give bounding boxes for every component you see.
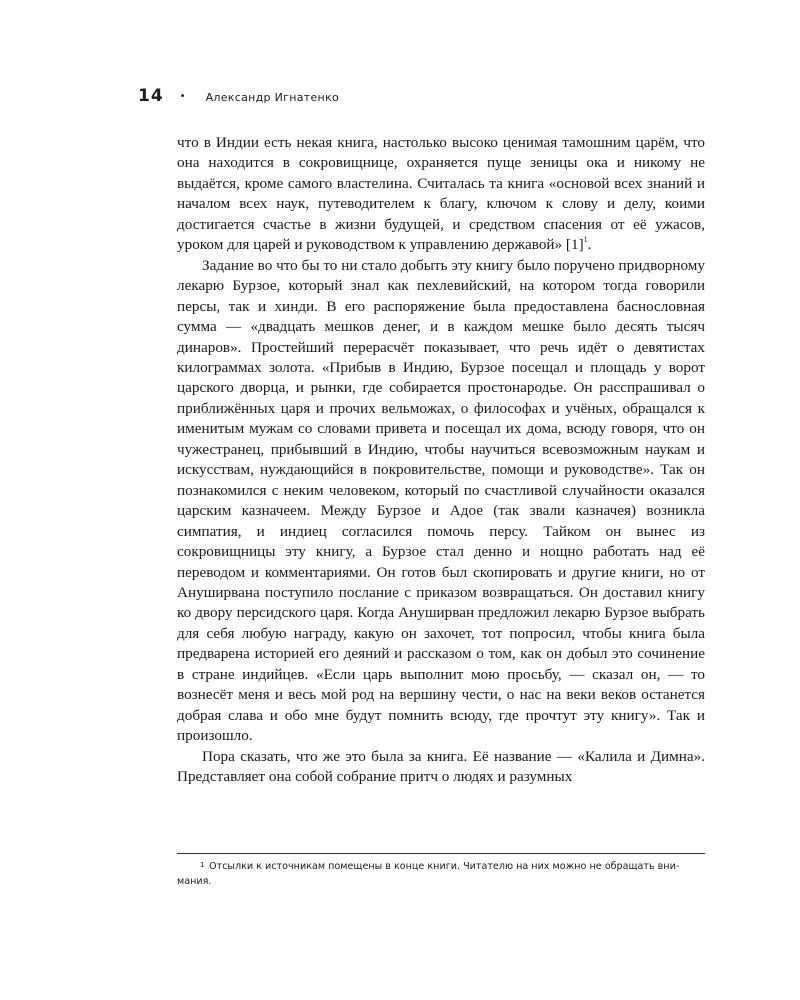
footnote-mark: 1 (200, 861, 205, 869)
header-bullet: • (179, 91, 186, 102)
running-head (138, 86, 339, 106)
paragraph-3: Пора сказать, что же это была за книга. Её название — «Калила и Димна». Представляет она собой собрание притч о людях и разумных (177, 747, 705, 786)
main-text (177, 133, 705, 788)
footnote-reference[interactable]: 1 (583, 235, 588, 245)
paragraph-1 (177, 133, 705, 256)
page-number: 14 (138, 86, 164, 106)
footnote-divider (177, 853, 705, 854)
footnote-text-line-2: мания. (177, 875, 212, 887)
paragraph-1-end: . (587, 236, 592, 254)
footnote (177, 860, 705, 889)
author-name: Александр Игнатенко (205, 91, 339, 104)
footnote-text-line-1: Отсылки к источникам помещены в конце книги. Читателю на них можно не обращать вни- (209, 861, 680, 872)
paragraph-1-text: что в Индии есть некая книга, настолько высоко ценимая тамошним царём, что она находится в сокровищнице, охраняется пуще зеницы ока и никому не выдаётся, кроме самого властелина. Считалась та книга «основой всех знаний и началом всех наук, путеводителем к благу, ключом к слову и делу, коими достигается счастье в жизни будущей, и средством спасения от её ужасов, уроком для царей и руководством к управлению державой» [1] (177, 134, 705, 254)
paragraph-2: Задание во что бы то ни стало добыть эту книгу было поручено придворному лекарю Бурзое, который знал как пехлевийский, на котором тогда говорили персы, так и хинди. В его распоряжение была предоставлена баснословная сумма — «двадцать мешков денег, и в каждом мешке было десять тысяч динаров». Простейший перерасчёт показывает, что речь идёт о девятистах килограммах золота. «Прибыв в Индию, Бурзое посещал и площадь у ворот царского дворца, и рынки, где собирается простонародье. Он расспрашивал о приближённых царя и прочих вельможах, о философах и учёных, обращался к именитым мужам со словами привета и посещал их дома, всюду говоря, что он чужестранец, прибывший в Индию, чтобы научиться всевозможным наукам и искусствам, нуждающийся в покровительстве, помощи и руководстве». Так он познакомился с неким человеком, который по счастливой случайности оказался царским казначеем. Между Бурзое и Адое (так звали казначея) возникла симпатия, и индиец согласился помочь персу. Тайком он вынес из сокровищницы эту книгу, а Бурзое стал денно и нощно работать над её переводом и комментариями. Он готов был скопировать и другие книги, но от Ануширвана поступило послание с приказом возвращаться. Он доставил книгу ко двору персидского царя. Когда Ануширван предложил лекарю Бурзое выбрать для себя любую награду, какую он захочет, тот попросил, чтобы книга была предварена историей его деяний и рассказом о том, как он добыл это сочинение в стране индийцев. «Если царь выполнит мою просьбу, — сказал он, — то вознесёт меня и весь мой род на вершину чести, о нас на веки веков останется добрая слава и обо мне будут помнить всюду, где прочтут эту книгу». Так и произошло. (177, 256, 705, 745)
